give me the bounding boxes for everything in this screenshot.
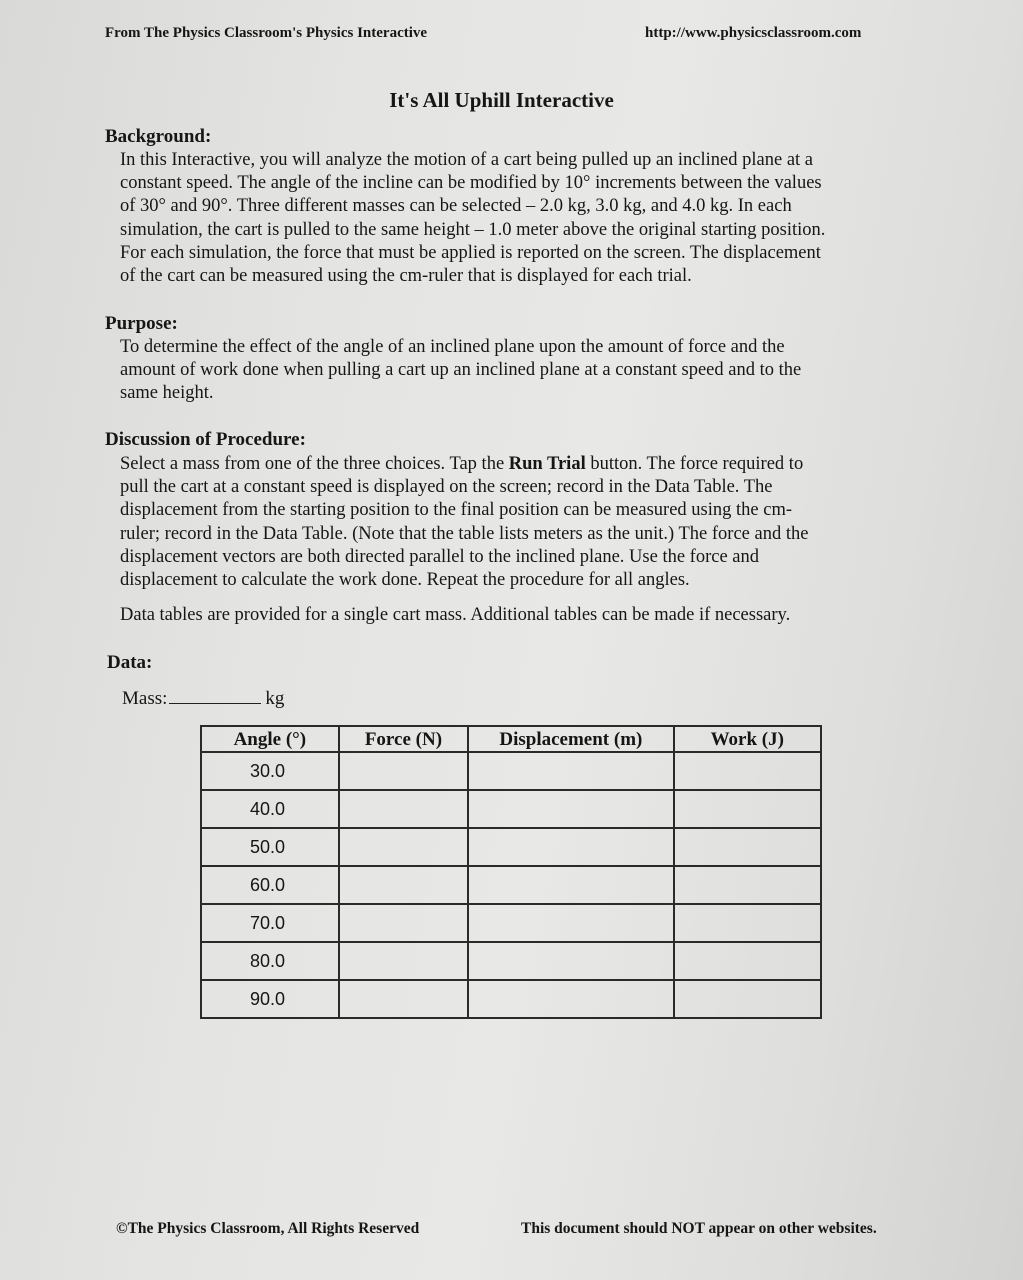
- procedure-line: ruler; record in the Data Table. (Note that the table lists meters as the unit.) The force and the: [120, 523, 809, 544]
- force-cell[interactable]: [339, 904, 469, 942]
- angle-cell: 30.0: [201, 752, 339, 790]
- angle-cell: 90.0: [201, 980, 339, 1018]
- procedure-text: button. The force required to: [585, 454, 804, 474]
- work-cell[interactable]: [674, 904, 821, 942]
- data-heading: Data:: [107, 652, 153, 673]
- force-cell[interactable]: [339, 790, 469, 828]
- displacement-cell[interactable]: [468, 904, 673, 942]
- procedure-text: Select a mass from one of the three choices. Tap the: [120, 454, 509, 474]
- angle-header: Angle (°): [201, 726, 339, 752]
- header-source: From The Physics Classroom's Physics Interactive: [105, 25, 428, 41]
- work-cell[interactable]: [674, 866, 821, 904]
- background-line: simulation, the cart is pulled to the same height – 1.0 meter above the original starting position.: [120, 219, 826, 240]
- procedure-line: [120, 453, 910, 476]
- background-line: constant speed. The angle of the incline can be modified by 10° increments between the values: [120, 173, 822, 194]
- force-cell[interactable]: [339, 980, 469, 1018]
- work-cell[interactable]: [674, 980, 821, 1018]
- table-row: [201, 828, 821, 866]
- background-line: of the cart can be measured using the cm-ruler that is displayed for each trial.: [120, 266, 692, 287]
- mass-blank[interactable]: [169, 689, 261, 704]
- displacement-cell[interactable]: [468, 790, 673, 828]
- work-header: Work (J): [674, 726, 821, 752]
- angle-cell: 60.0: [201, 866, 339, 904]
- procedure-line: displacement vectors are both directed parallel to the inclined plane. Use the force and: [120, 546, 760, 567]
- force-header: Force (N): [339, 726, 469, 752]
- table-row: [201, 752, 821, 790]
- mass-row: [122, 688, 284, 710]
- mass-label: Mass:: [122, 688, 168, 709]
- work-cell[interactable]: [674, 942, 821, 980]
- procedure-line: displacement from the starting position to the final position can be measured using the cm-: [120, 500, 793, 521]
- background-line: of 30° and 90°. Three different masses can be selected – 2.0 kg, 3.0 kg, and 4.0 kg. In each: [120, 196, 792, 217]
- page-title: It's All Uphill Interactive: [389, 88, 614, 112]
- displacement-header: Displacement (m): [468, 726, 673, 752]
- force-cell[interactable]: [339, 752, 469, 790]
- angle-cell: 70.0: [201, 904, 339, 942]
- work-cell[interactable]: [674, 752, 821, 790]
- table-row: [201, 866, 821, 904]
- displacement-cell[interactable]: [468, 866, 673, 904]
- procedure-line: pull the cart at a constant speed is displayed on the screen; record in the Data Table. The: [120, 477, 773, 498]
- angle-cell: 40.0: [201, 790, 339, 828]
- purpose-paragraph: [120, 336, 910, 406]
- work-cell[interactable]: [674, 790, 821, 828]
- procedure-line: displacement to calculate the work done. Repeat the procedure for all angles.: [120, 570, 690, 591]
- displacement-cell[interactable]: [468, 828, 673, 866]
- displacement-cell[interactable]: [468, 980, 673, 1018]
- purpose-line: To determine the effect of the angle of an inclined plane upon the amount of force and the: [120, 337, 785, 357]
- angle-cell: 50.0: [201, 828, 339, 866]
- background-paragraph: [120, 149, 910, 288]
- angle-cell: 80.0: [201, 942, 339, 980]
- force-cell[interactable]: [339, 866, 469, 904]
- purpose-line: same height.: [120, 383, 214, 404]
- table-row: [201, 980, 821, 1018]
- header-url: http://www.physicsclassroom.com: [645, 25, 862, 41]
- footer-notice: This document should NOT appear on other websites.: [521, 1220, 877, 1237]
- table-header-row: [201, 726, 821, 752]
- background-line: In this Interactive, you will analyze the motion of a cart being pulled up an inclined plane at a: [120, 150, 814, 170]
- work-cell[interactable]: [674, 828, 821, 866]
- background-line: For each simulation, the force that must be applied is reported on the screen. The displacement: [120, 242, 821, 263]
- force-cell[interactable]: [339, 942, 469, 980]
- displacement-cell[interactable]: [468, 752, 673, 790]
- procedure-paragraph: [120, 453, 910, 592]
- purpose-line: amount of work done when pulling a cart up an inclined plane at a constant speed and to the: [120, 360, 802, 381]
- displacement-cell[interactable]: [468, 942, 673, 980]
- data-table: [200, 725, 822, 1019]
- procedure-heading: Discussion of Procedure:: [105, 429, 306, 450]
- mass-unit: kg: [265, 688, 285, 709]
- table-row: [201, 790, 821, 828]
- table-row: [201, 942, 821, 980]
- background-heading: Background:: [105, 126, 212, 147]
- procedure-note: Data tables are provided for a single cart mass. Additional tables can be made if necessary.: [120, 605, 791, 625]
- force-cell[interactable]: [339, 828, 469, 866]
- footer-copyright: ©The Physics Classroom, All Rights Reserved: [116, 1220, 420, 1237]
- purpose-heading: Purpose:: [105, 313, 178, 334]
- table-row: [201, 904, 821, 942]
- run-trial-label: Run Trial: [508, 454, 586, 474]
